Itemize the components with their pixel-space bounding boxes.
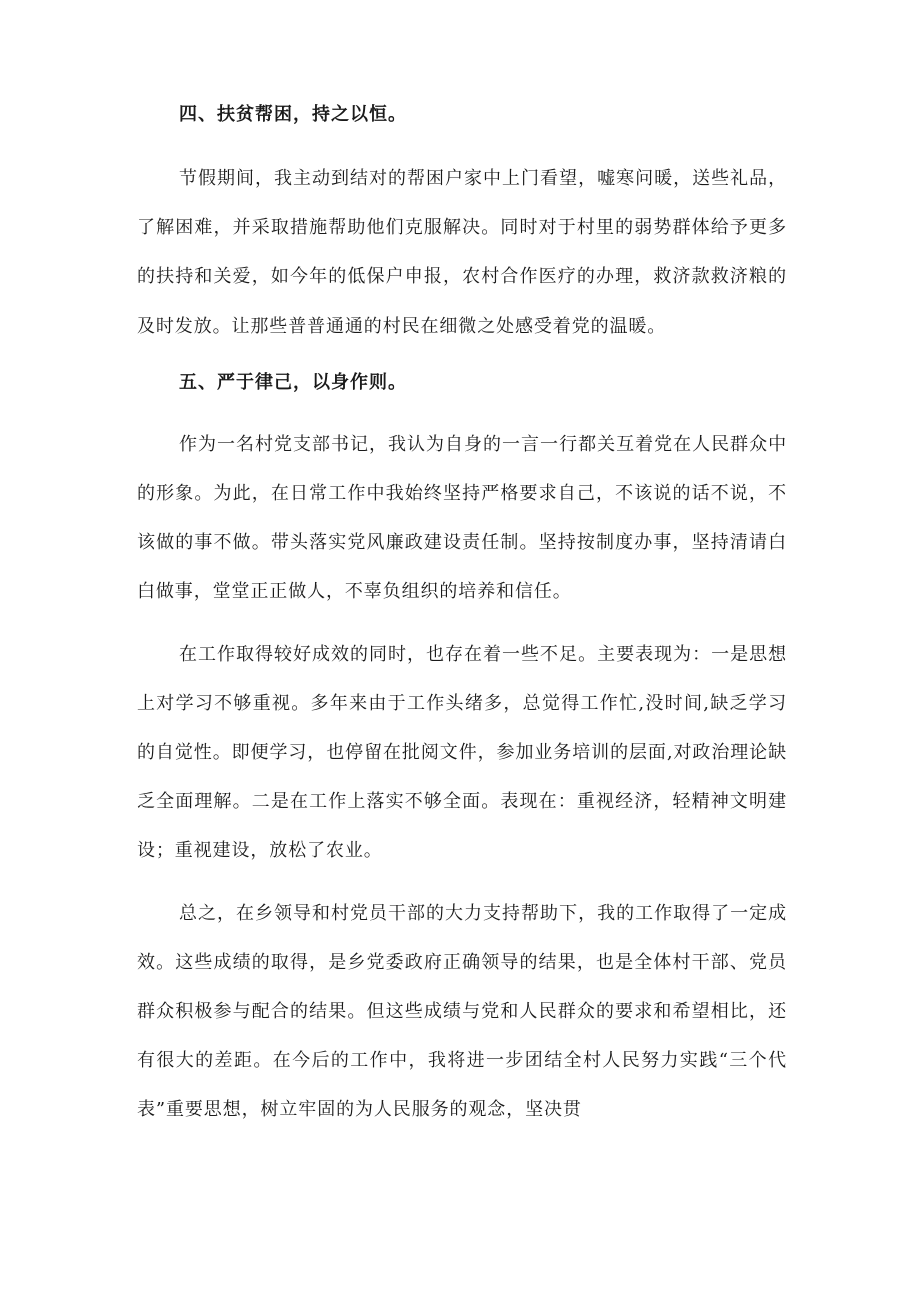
paragraph-self-discipline: 作为一名村党支部书记，我认为自身的一言一行都关互着党在人民群众中的形象。为此，在日常工作中我始终坚持严格要求自己，不该说的话不说，不该做的事不做。带头落实党风廉政建设责任制。坚持按制度办事，坚持清请白白做事，堂堂正正做人，不辜负组织的培养和信任。	[137, 433, 787, 603]
section-heading-self-discipline: 五、严于律己，以身作则。	[179, 371, 407, 393]
document-body	[137, 96, 787, 1135]
section-heading-poverty-relief: 四、扶贫帮困，持之以恒。	[179, 104, 407, 125]
paragraph-summary: 总之，在乡领导和村党员干部的大力支持帮助下，我的工作取得了一定成效。这些成绩的取得，是乡党委政府正确领导的结果，也是全体村干部、党员群众积极参与配合的结果。但这些成绩与党和人民群众的要求和希望相比，还有很大的差距。在今后的工作中，我将进一步团结全村人民努力实践“三个代表”重要思想，树立牢固的为人民服务的观念，坚决贯	[137, 902, 787, 1121]
paragraph-shortcomings: 在工作取得较好成效的同时，也存在着一些不足。主要表现为：一是思想上对学习不够重视。多年来由于工作头绪多，总觉得工作忙,没时间,缺乏学习的自觉性。即便学习，也停留在批阅文件，参加业务培训的层面,对政治理论缺乏全面理解。二是在工作上落实不够全面。表现在：重视经济，轻精神文明建设；重视建设，放松了农业。	[137, 643, 787, 862]
paragraph-poverty-relief: 节假期间，我主动到结对的帮困户家中上门看望，嘘寒问暖，送些礼品，了解困难，并采取措施帮助他们克服解决。同时对于村里的弱势群体给予更多的扶持和关爱，如今年的低保户申报，农村合作医疗的办理，救济款救济粮的及时发放。让那些普普通通的村民在细微之处感受着党的温暖。	[137, 168, 787, 337]
